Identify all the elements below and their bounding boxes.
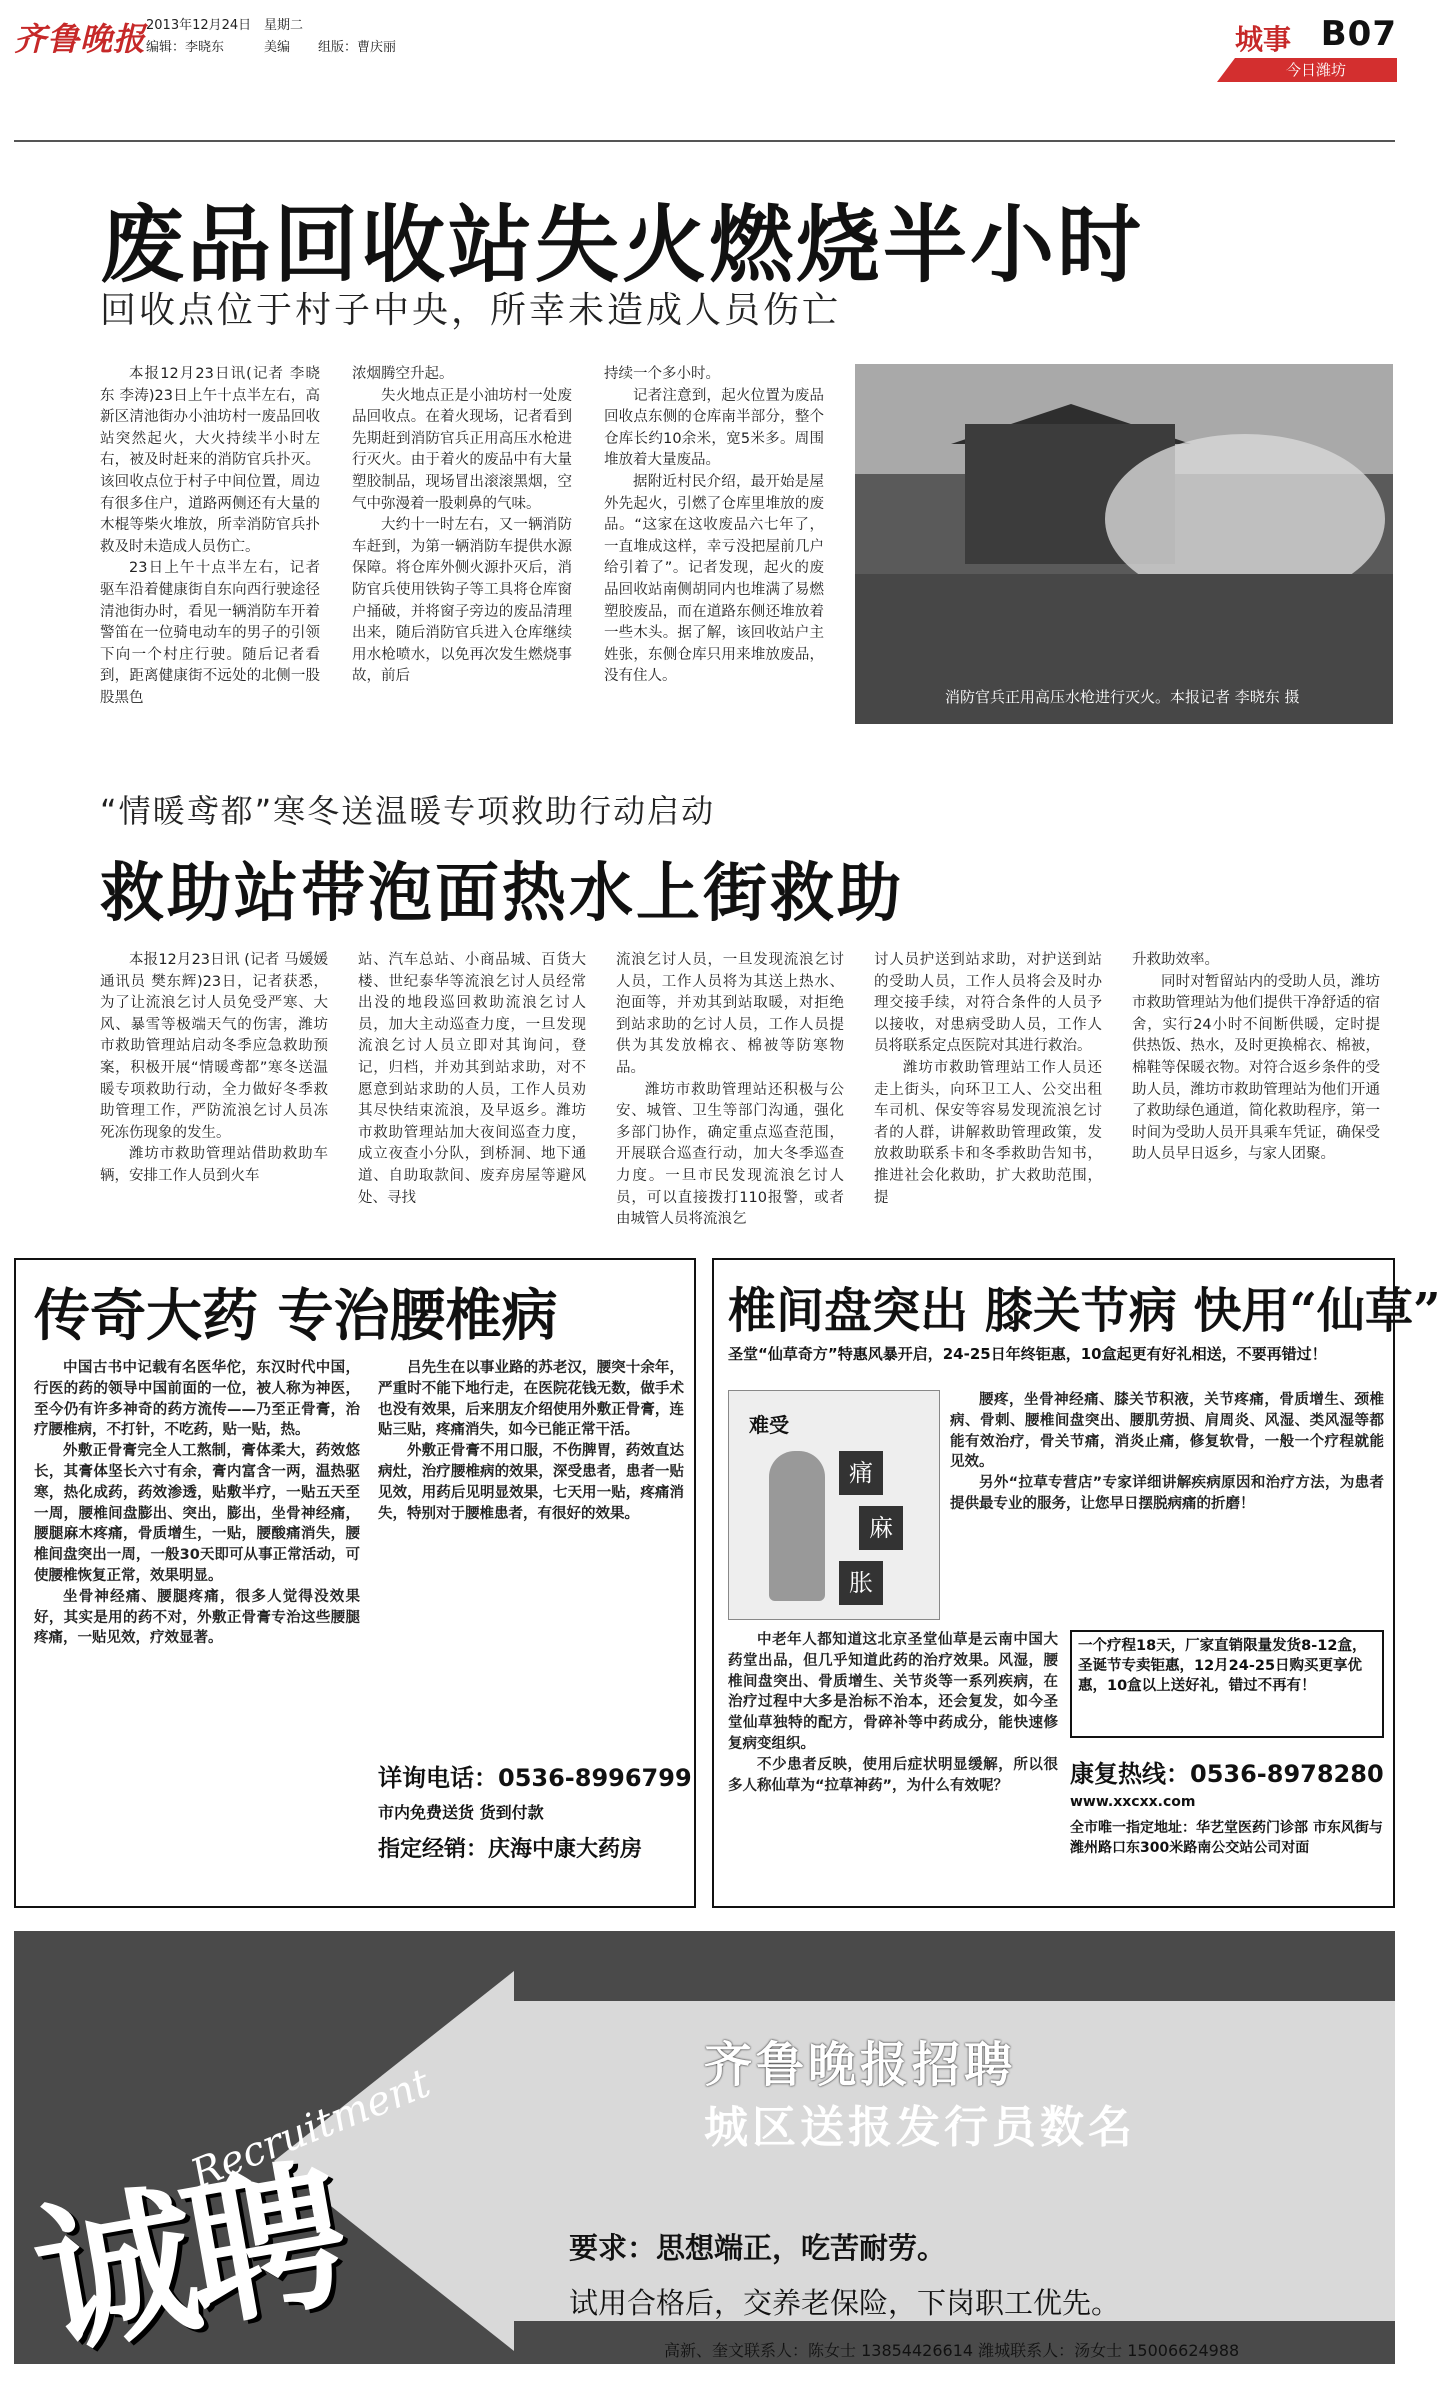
recruitment-big-title: 诚聘 (22, 2140, 351, 2378)
story1-column-3 (604, 364, 824, 720)
dealer-name: 庆海中康大药房 (488, 1837, 643, 1862)
paragraph: 升救助效率。 (1132, 952, 1219, 968)
paragraph: 外敷正骨膏不用口服，不伤脾胃，药效直达病灶，治疗腰椎病的效果，深受患者，患者一贴见效，用药后见明显效果，七天用一贴，疼痛消失，特别对于腰椎患者，有很好的效果。 (378, 1443, 684, 1522)
story1-column-2 (352, 364, 572, 720)
story1-column-1 (100, 364, 320, 720)
paragraph: 据附近村民介绍，最开始是屋外先起火，引燃了仓库里堆放的废品。“这家在这收废品六七年了，一直堆成这样，幸亏没把屋前几户给引着了”。记者发现，起火的废品回收站南侧胡同内也堆满了易燃塑胶废品，而在道路东侧还堆放着一些木头。据了解，该回收站户主姓张，东侧仓库只用来堆放废品，没有住人。 (604, 473, 824, 685)
story2-kicker: “情暖鸢都”寒冬送温暖专项救助行动启动 (100, 792, 716, 830)
ad-lumbar-title: 传奇大药 专治腰椎病 (34, 1283, 558, 1349)
phone-label: 详询电话： (378, 1764, 498, 1792)
paragraph: 中老年人都知道这北京圣堂仙草是云南中国大药堂出品，但几乎知道此药的治疗效果。风湿，腰椎间盘突出、骨质增生、关节炎等一系列疾病，在治疗过程中大多是治标不治本，还会复发，如今圣堂仙草独特的配方，骨碎补等中药成分，能快速修复病变组织。 (728, 1632, 1058, 1752)
figure-label: 痛 (839, 1451, 883, 1495)
ad-xiancao-figure (728, 1390, 940, 1620)
issue-date: 2013年12月24日 (146, 18, 252, 33)
paragraph: 潍坊市救助管理站还积极与公安、城管、卫生等部门沟通，强化多部门协作，确定重点巡查范围，开展联合巡查行动，加大冬季巡查力度。一旦市民发现流浪乞讨人员，可以直接拨打110报警，或者由城管人员将流浪乞 (616, 1081, 844, 1228)
paragraph: 吕先生在以事业路的苏老汉，腰突十余年，严重时不能下地行走，在医院花钱无数，做手术也没有效果，后来朋友介绍使用外敷正骨膏，连贴三贴，疼痛消失，如今已能正常干活。 (378, 1360, 684, 1439)
story2-headline: 救助站带泡面热水上街救助 (100, 857, 904, 931)
story2-column-1 (100, 950, 328, 1212)
figure-label: 难受 (749, 1413, 789, 1437)
paragraph: 失火地点正是小油坊村一处废品回收点。在着火现场，记者看到先期赶到消防官兵正用高压水枪进行灭火。由于着火的废品中有大量塑胶制品，现场冒出滚滚黑烟，空气中弥漫着一股刺鼻的气味。 (352, 387, 572, 512)
phone-label: 康复热线： (1070, 1760, 1190, 1788)
ad-xiancao-subtitle: 圣堂“仙草奇方”特惠风暴开启，24-25日年终钜惠，10盒起更有好礼相送，不要再错过！ (728, 1345, 1327, 1363)
recruitment-english-label: Recruitment (184, 2060, 437, 2198)
paragraph: 腰疼，坐骨神经痛、膝关节积液，关节疼痛，骨质增生、颈椎病、骨刺、腰椎间盘突出、腰肌劳损、肩周炎、风湿、类风湿等都能有效治疗，骨关节痛，消炎止痛，修复软骨，一般一个疗程就能见效。 (950, 1392, 1384, 1471)
art-credit: 美编 (264, 40, 291, 55)
recruitment-position: 城区送报发行员数名 (704, 2102, 1136, 2153)
paragraph: 坐骨神经痛、腰腿疼痛，很多人觉得没效果好，其实是用的药不对，外敷正骨膏专治这些腰腿疼痛，一贴见效，疗效显著。 (34, 1588, 360, 1647)
paragraph: 同时对暂留站内的受助人员，潍坊市救助管理站为他们提供干净舒适的宿舍，实行24小时不间断供暖，定时提供热饭、热水，及时更换棉衣、棉被，棉鞋等保暖衣物。对符合返乡条件的受助人员，潍坊市救助管理站为他们开通了救助绿色通道，简化救助程序，第一时间为受助人员开具乘车凭证，确保受助人员早日返乡，与家人团聚。 (1132, 973, 1380, 1163)
paragraph: 不少患者反映，使用后症状明显缓解，所以很多人称仙草为“拉草神药”，为什么有效呢？ (728, 1756, 1058, 1794)
recruitment-contact: 高新、奎文联系人：陈女士 13854426614 潍城联系人：汤女士 15006624988 (664, 2341, 1240, 2360)
paragraph: 讨人员护送到站求助，对护送到站的受助人员，工作人员将会及时办理交接手续，对符合条件的人员予以接收，对患病受助人员，工作人员将联系定点医院对其进行救治。 (874, 952, 1102, 1055)
paragraph: 本报12月23日讯 (记者 马媛媛 通讯员 樊东辉)23日，记者获悉，为了让流浪乞讨人员免受严寒、大风、暴雪等极端天气的伤害，潍坊市救助管理站启动冬季应急救助预案，积极开展“情暖鸢都”寒冬送温暖专项救助行动，全力做好冬季救助管理工作，严防流浪乞讨人员冻死冻伤现象的发生。 (100, 952, 328, 1141)
paragraph: 本报12月23日讯(记者 李晓东 李涛)23日上午十点半左右，高新区清池街办小油坊村一废品回收站突然起火，大火持续半小时左右，被及时赶来的消防官兵扑灭。该回收点位于村子中间位置，周边有很多住户，道路两侧还有大量的木棍等柴火堆放，所幸消防官兵扑救及时未造成人员伤亡。 (100, 366, 320, 555)
ad-xiancao-phone (1070, 1754, 1384, 1789)
header-rule (14, 140, 1395, 142)
editor-credit: 编辑：李晓东 (146, 40, 225, 55)
story1-headline: 废品回收站失火燃烧半小时 (100, 196, 1145, 294)
paragraph: 潍坊市救助管理站借助救助车辆，安排工作人员到火车 (100, 1146, 328, 1184)
figure-label: 胀 (839, 1561, 883, 1605)
story2-column-3 (616, 950, 844, 1228)
paragraph: 外敷正骨膏完全人工熬制，膏体柔大，药效悠长，其膏体坚长六寸有余，膏内富含一两，温热驱寒，热化成药，药效渗透，贴敷半疗，一贴五天至一周，腰椎间盘膨出、突出，膨出，坐骨神经痛，腰腿麻木疼痛，骨质增生，一贴，腰酸痛消失，腰椎间盘突出一周，一般30天即可从事正常活动，可使腰椎恢复正常，效果明显。 (34, 1443, 360, 1584)
story2-column-2 (358, 950, 586, 1212)
ad-lumbar-column-2 (378, 1358, 684, 1728)
paragraph: 流浪乞讨人员，一旦发现流浪乞讨人员，工作人员将为其送上热水、泡面等，并劝其到站取暖，对拒绝到站求助的乞讨人员，工作人员提供为其发放棉衣、棉被等防寒物品。 (616, 952, 844, 1076)
ad-xiancao-offer: 一个疗程18天，厂家直销限量发货8-12盒，圣诞节专卖钜惠，12月24-25日购买更享优惠，10盒以上送好礼，错过不再有！ (1070, 1630, 1384, 1738)
ad-lumbar-medicine (14, 1258, 696, 1908)
figure-label: 麻 (859, 1506, 903, 1550)
paragraph: 23日上午十点半左右，记者驱车沿着健康街自东向西行驶途径清池街办时，看见一辆消防车开着警笛在一位骑电动车的男子的引领下向一个村庄行驶。随后记者看到，距离健康街不远处的北侧一股股黑色 (100, 560, 320, 706)
issue-weekday: 星期二 (264, 18, 304, 33)
page-code: B07 (1320, 14, 1397, 54)
recruitment-header: 齐鲁晚报招聘 (704, 2037, 1017, 2093)
elderly-figure-icon (769, 1451, 825, 1601)
story1-subhead: 回收点位于村子中央，所幸未造成人员伤亡 (100, 290, 842, 331)
ad-xiancao-title: 椎间盘突出 膝关节病 快用“仙草” (728, 1283, 1441, 1339)
ad-xiancao-address: 全市唯一指定地址：华艺堂医药门诊部 市东风街与潍州路口东300米路南公交站公司对面 (1070, 1820, 1383, 1856)
recruitment-banner (14, 1931, 1395, 2378)
subsection-band: 今日潍坊 (1235, 58, 1397, 82)
recruitment-benefits: 试用合格后，交养老保险，下岗职工优先。 (569, 2286, 1121, 2320)
phone-number: 0536-8996799 (498, 1764, 692, 1792)
paragraph: 持续一个多小时。 (604, 366, 720, 382)
section-title: 城事 (1234, 23, 1291, 56)
story2-column-4 (874, 950, 1102, 1212)
dealer-label: 指定经销： (378, 1837, 489, 1862)
phone-number: 0536-8978280 (1190, 1760, 1384, 1788)
recruitment-requirement: 要求：思想端正，吃苦耐劳。 (569, 2231, 947, 2265)
newspaper-logo: 齐鲁晚报 (14, 20, 147, 58)
photo-caption: 消防官兵正用高压水枪进行灭火。本报记者 李晓东 摄 (945, 688, 1300, 706)
ad-lumbar-delivery: 市内免费送货 货到付款 (378, 1803, 544, 1822)
proof-credit: 组版：曹庆丽 (318, 40, 397, 55)
paragraph: 中国古书中记载有名医华佗，东汉时代中国，行医的药的领导中国前面的一位，被人称为神医，至今仍有许多神奇的药方流传——乃至正骨膏，治疗腰椎病，不打针，不吃药，贴一贴，热。 (34, 1360, 360, 1439)
ad-xiancao-column-1 (728, 1630, 1058, 1898)
ad-lumbar-column-1 (34, 1358, 360, 1894)
fire-scene-photo (855, 364, 1393, 721)
ad-xiancao-website[interactable]: www.xxcxx.com (1070, 1794, 1196, 1810)
ad-lumbar-phone (378, 1758, 692, 1793)
ad-lumbar-dealer (378, 1832, 642, 1863)
ad-xiancao (712, 1258, 1441, 1908)
paragraph: 浓烟腾空升起。 (352, 366, 454, 382)
paragraph: 潍坊市救助管理站工作人员还走上街头，向环卫工人、公交出租车司机、保安等容易发现流浪乞讨者的人群，讲解救助管理政策，发放救助联系卡和冬季救助告知书，推进社会化救助，扩大救助范围，提 (874, 1059, 1102, 1206)
ad-xiancao-column-2 (950, 1390, 1384, 1620)
paragraph: 大约十一时左右，又一辆消防车赶到，为第一辆消防车提供水源保障。将仓库外侧火源扑灭后，消防官兵使用铁钩子等工具将仓库窗户捅破，并将窗子旁边的废品清理出来，随后消防官兵进入仓库继续用水枪喷水，以免再次发生燃烧事故，前后 (352, 517, 572, 685)
paragraph: 记者注意到，起火位置为废品回收点东侧的仓库南半部分，整个仓库长约10余米，宽5米多。周围堆放着大量废品。 (604, 387, 824, 469)
story2-column-5 (1132, 950, 1380, 1212)
paragraph: 站、汽车总站、小商品城、百货大楼、世纪泰华等流浪乞讨人员经常出没的地段巡回救助流浪乞讨人员，加大主动巡查力度，一旦发现流浪乞讨人员立即对其询问，登记，归档，并劝其到站求助，对不愿意到站求助的人员，工作人员劝其尽快结束流浪，及早返乡。潍坊市救助管理站加大夜间巡查力度，成立夜查小分队，到桥洞、地下通道、自助取款间、废弃房屋等避风处、寻找 (358, 952, 586, 1206)
paragraph: 另外“拉草专营店”专家详细讲解疾病原因和治疗方法，为患者提供最专业的服务，让您早日摆脱病痛的折磨！ (950, 1475, 1384, 1512)
